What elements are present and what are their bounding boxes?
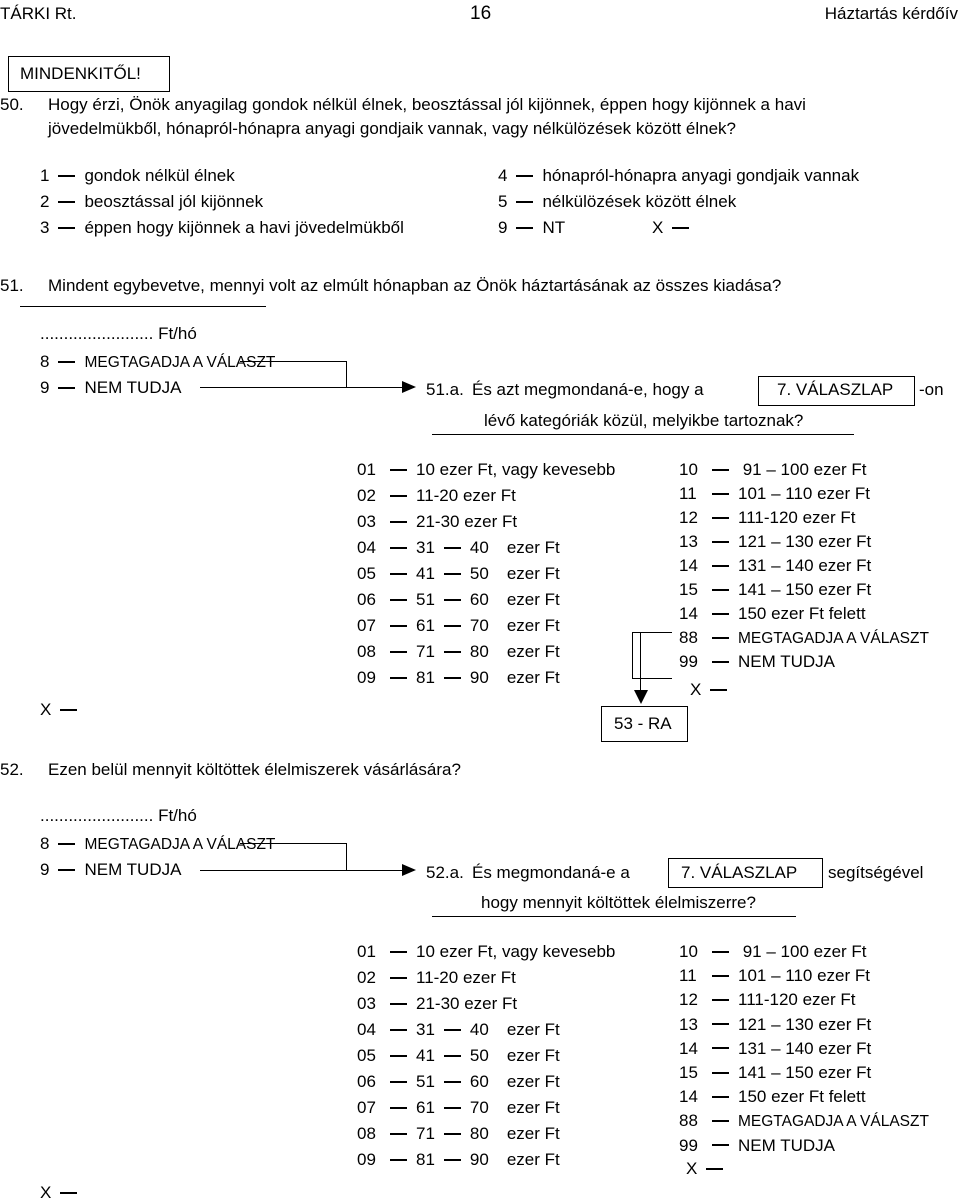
q52a-card: 7. VÁLASZLAP	[681, 863, 798, 882]
category-row	[679, 652, 835, 672]
category-code: 13	[679, 532, 698, 551]
q51-underline	[20, 306, 266, 307]
category-range-start: 71	[416, 642, 435, 661]
category-range-start: 51	[416, 590, 435, 609]
q52-arrow-vertical	[346, 843, 347, 870]
q51-amount-field: ........................ Ft/hó	[40, 324, 197, 343]
category-unit: ezer Ft	[506, 1150, 560, 1169]
category-row	[357, 668, 560, 688]
q51a-card: 7. VÁLASZLAP	[777, 380, 894, 399]
q50-x-marker: X	[652, 218, 698, 238]
category-row	[679, 484, 870, 504]
category-row	[679, 1015, 871, 1035]
category-label: 150 ezer Ft felett	[738, 1087, 866, 1107]
q52a-text: És megmondaná-e a	[472, 863, 630, 882]
category-range-start: 61	[416, 616, 435, 635]
category-label: 121 – 130 ezer Ft	[738, 1014, 872, 1034]
q51a-suffix: -on	[919, 380, 944, 399]
category-row	[679, 942, 867, 962]
category-code: 03	[357, 994, 376, 1013]
category-unit: ezer Ft	[506, 538, 560, 557]
header-right: Háztartás kérdőív	[824, 4, 958, 23]
q51-x-right: X	[690, 680, 736, 700]
category-range-end: 90	[469, 1150, 489, 1169]
category-row	[357, 1046, 560, 1066]
q52-refuse-option: 8 MEGTAGADJA A VÁLASZT	[40, 834, 276, 853]
category-range-end: 70	[469, 616, 489, 635]
category-label: 121 – 130 ezer Ft	[738, 532, 872, 551]
category-unit: ezer Ft	[506, 642, 560, 661]
category-range-start: 71	[416, 1124, 435, 1143]
category-row	[357, 564, 560, 584]
category-range-end: 70	[469, 1098, 489, 1117]
q52a-number: 52.a.	[426, 863, 464, 882]
category-row	[357, 642, 560, 662]
category-label: 101 – 110 ezer Ft	[738, 966, 870, 986]
category-label: 131 – 140 ezer Ft	[738, 1038, 872, 1058]
category-code: 07	[357, 1098, 376, 1117]
category-code: 12	[679, 990, 698, 1010]
category-code: 06	[357, 1072, 376, 1091]
category-code: 02	[357, 968, 376, 987]
category-unit: ezer Ft	[506, 590, 560, 609]
goto-arrow-head-icon	[634, 690, 648, 704]
category-code: 88	[679, 1111, 698, 1131]
category-code: 99	[679, 1135, 698, 1155]
category-range-start: 10 ezer Ft, vagy kevesebb	[416, 942, 616, 961]
category-row	[357, 486, 516, 506]
category-row	[357, 538, 560, 558]
category-unit: ezer Ft	[506, 564, 560, 583]
q52a-suffix: segítségével	[828, 863, 924, 882]
category-code: 14	[679, 1087, 698, 1107]
category-range-start: 61	[416, 1098, 435, 1117]
category-label: 141 – 150 ezer Ft	[738, 1063, 872, 1082]
category-range-start: 41	[416, 564, 435, 583]
category-label: 111-120 ezer Ft	[738, 508, 856, 527]
category-row	[357, 1124, 560, 1144]
q51-x-left: X	[40, 700, 86, 720]
category-row	[679, 532, 871, 552]
category-label: 111-120 ezer Ft	[738, 990, 856, 1010]
category-unit: ezer Ft	[506, 1124, 560, 1143]
category-range-start: 81	[416, 668, 435, 687]
q51a-number: 51.a.	[426, 380, 464, 399]
category-range-start: 31	[416, 538, 435, 557]
q51-dont-know-option: 9 NEM TUDJA	[40, 378, 182, 397]
category-code: 11	[679, 484, 697, 503]
category-label: 141 – 150 ezer Ft	[738, 580, 872, 599]
q52-text: Ezen belül mennyit költöttek élelmiszerek vásárlására?	[48, 760, 461, 779]
category-range-end: 50	[469, 1046, 489, 1065]
category-code: 15	[679, 580, 698, 599]
category-code: 08	[357, 642, 376, 661]
category-row	[679, 1039, 871, 1059]
category-row	[679, 1111, 929, 1132]
category-row	[679, 604, 866, 624]
goto-line-vertical-b	[640, 632, 641, 696]
category-label: MEGTAGADJA A VÁLASZT	[738, 1113, 929, 1131]
category-row	[357, 1098, 560, 1118]
category-row	[679, 508, 856, 528]
category-range-start: 51	[416, 1072, 435, 1091]
category-range-start: 11-20 ezer Ft	[416, 486, 516, 505]
q51a-text: És azt megmondaná-e, hogy a	[472, 380, 704, 399]
category-unit: ezer Ft	[506, 1098, 560, 1117]
category-code: 01	[357, 460, 376, 479]
category-unit: ezer Ft	[506, 668, 560, 687]
category-label: 150 ezer Ft felett	[738, 604, 866, 623]
category-row	[357, 460, 615, 480]
category-unit: ezer Ft	[506, 1046, 560, 1065]
q51-arrow-refuse-line	[240, 361, 346, 362]
category-code: 09	[357, 1150, 376, 1169]
category-row	[679, 580, 871, 600]
category-range-start: 21-30 ezer Ft	[416, 994, 518, 1013]
category-row	[357, 616, 560, 636]
q52-arrow-line	[200, 870, 414, 871]
q51-arrow-head-icon	[402, 381, 416, 393]
category-row	[679, 990, 856, 1010]
category-code: 14	[679, 604, 698, 623]
category-row	[357, 994, 517, 1014]
category-code: 04	[357, 1020, 376, 1039]
category-code: 14	[679, 556, 698, 575]
category-range-end: 60	[469, 1072, 489, 1091]
category-unit: ezer Ft	[506, 616, 560, 635]
category-code: 06	[357, 590, 376, 609]
category-code: 14	[679, 1038, 698, 1058]
q51-text: Mindent egybevetve, mennyi volt az elmúlt hónapban az Önök háztartásának az összes kiadása?	[48, 276, 782, 295]
category-row	[357, 942, 615, 962]
category-range-start: 10 ezer Ft, vagy kevesebb	[416, 460, 616, 479]
category-code: 09	[357, 668, 376, 687]
q51-refuse-option: 8 MEGTAGADJA A VÁLASZT	[40, 352, 276, 371]
category-label: 101 – 110 ezer Ft	[738, 484, 870, 503]
q50-option-3: 3 éppen hogy kijönnek a havi jövedelmükből	[40, 218, 404, 237]
q52-x-right: X	[686, 1159, 732, 1179]
category-row	[357, 590, 560, 610]
q52a-underline	[432, 916, 796, 917]
category-code: 01	[357, 942, 376, 961]
category-row	[679, 1087, 866, 1107]
q50-text-line2: jövedelmükből, hónapról-hónapra anyagi gondjaik vannak, vagy nélkülözések között élnek?	[48, 119, 737, 138]
q52-x-left: X	[40, 1183, 86, 1203]
category-code: 99	[679, 652, 698, 671]
q51a-underline	[432, 434, 854, 435]
q50-text-line1: Hogy érzi, Önök anyagilag gondok nélkül élnek, beosztással jól kijönnek, éppen hogy kijönnek a havi	[48, 95, 806, 114]
section-label: MINDENKITŐL!	[20, 64, 141, 83]
category-row	[679, 1063, 871, 1083]
q50-option-1: 1 gondok nélkül élnek	[40, 166, 235, 185]
q51-arrow-vertical	[346, 361, 347, 387]
category-range-start: 21-30 ezer Ft	[416, 512, 518, 531]
category-row	[679, 966, 870, 986]
header-left: TÁRKI Rt.	[0, 4, 77, 23]
q52-arrow-refuse-line	[240, 843, 346, 844]
category-row	[357, 1072, 560, 1092]
category-unit: ezer Ft	[506, 1020, 560, 1039]
category-row	[357, 968, 516, 988]
category-range-end: 50	[469, 564, 489, 583]
category-unit: ezer Ft	[506, 1072, 560, 1091]
q50-option-2: 2 beosztással jól kijönnek	[40, 192, 264, 211]
category-code: 12	[679, 508, 698, 527]
category-row	[679, 1136, 835, 1156]
category-range-end: 60	[469, 590, 489, 609]
q52-dont-know-option: 9 NEM TUDJA	[40, 860, 182, 879]
q52a-text-line2: hogy mennyit költöttek élelmiszerre?	[481, 893, 756, 912]
category-range-start: 11-20 ezer Ft	[416, 968, 516, 987]
category-code: 11	[679, 966, 697, 986]
category-label: 91 – 100 ezer Ft	[738, 942, 867, 961]
q50-option-9: 9 NT	[498, 218, 566, 237]
q51-arrow-line	[200, 387, 414, 388]
category-range-end: 90	[469, 668, 489, 687]
category-row	[679, 460, 867, 480]
category-label: MEGTAGADJA A VÁLASZT	[738, 630, 929, 647]
q51a-text-line2: lévő kategóriák közül, melyikbe tartoznak?	[484, 411, 804, 430]
page-number: 16	[470, 3, 492, 24]
category-range-end: 40	[469, 538, 489, 557]
goto-line-top	[632, 632, 672, 633]
category-range-end: 40	[469, 1020, 489, 1039]
category-row	[679, 628, 929, 649]
category-code: 03	[357, 512, 376, 531]
q50-number: 50.	[0, 95, 24, 114]
category-row	[357, 512, 517, 532]
q52-amount-field: ........................ Ft/hó	[40, 806, 197, 825]
category-code: 10	[679, 942, 698, 961]
category-code: 02	[357, 486, 376, 505]
category-code: 05	[357, 564, 376, 583]
goto-line-bottom	[632, 678, 672, 679]
category-code: 15	[679, 1063, 698, 1082]
q50-option-5: 5 nélkülözések között élnek	[498, 192, 737, 211]
category-label: NEM TUDJA	[738, 1135, 835, 1155]
category-code: 10	[679, 460, 698, 479]
category-range-start: 81	[416, 1150, 435, 1169]
category-code: 04	[357, 538, 376, 557]
category-range-start: 41	[416, 1046, 435, 1065]
category-row	[357, 1150, 560, 1170]
q52-arrow-head-icon	[402, 864, 416, 876]
category-code: 08	[357, 1124, 376, 1143]
category-code: 88	[679, 628, 698, 647]
category-range-start: 31	[416, 1020, 435, 1039]
category-code: 07	[357, 616, 376, 635]
category-range-end: 80	[469, 1124, 489, 1143]
category-code: 05	[357, 1046, 376, 1065]
category-label: NEM TUDJA	[738, 652, 835, 671]
q51-number: 51.	[0, 276, 24, 295]
q52-number: 52.	[0, 760, 24, 779]
category-row	[357, 1020, 560, 1040]
category-label: 91 – 100 ezer Ft	[738, 460, 867, 479]
goto-label: 53 - RA	[614, 714, 672, 733]
category-row	[679, 556, 871, 576]
q50-option-4: 4 hónapról-hónapra anyagi gondjaik vannak	[498, 166, 860, 185]
category-range-end: 80	[469, 642, 489, 661]
category-code: 13	[679, 1014, 698, 1034]
goto-line-vertical-a	[632, 632, 633, 678]
category-label: 131 – 140 ezer Ft	[738, 556, 872, 575]
